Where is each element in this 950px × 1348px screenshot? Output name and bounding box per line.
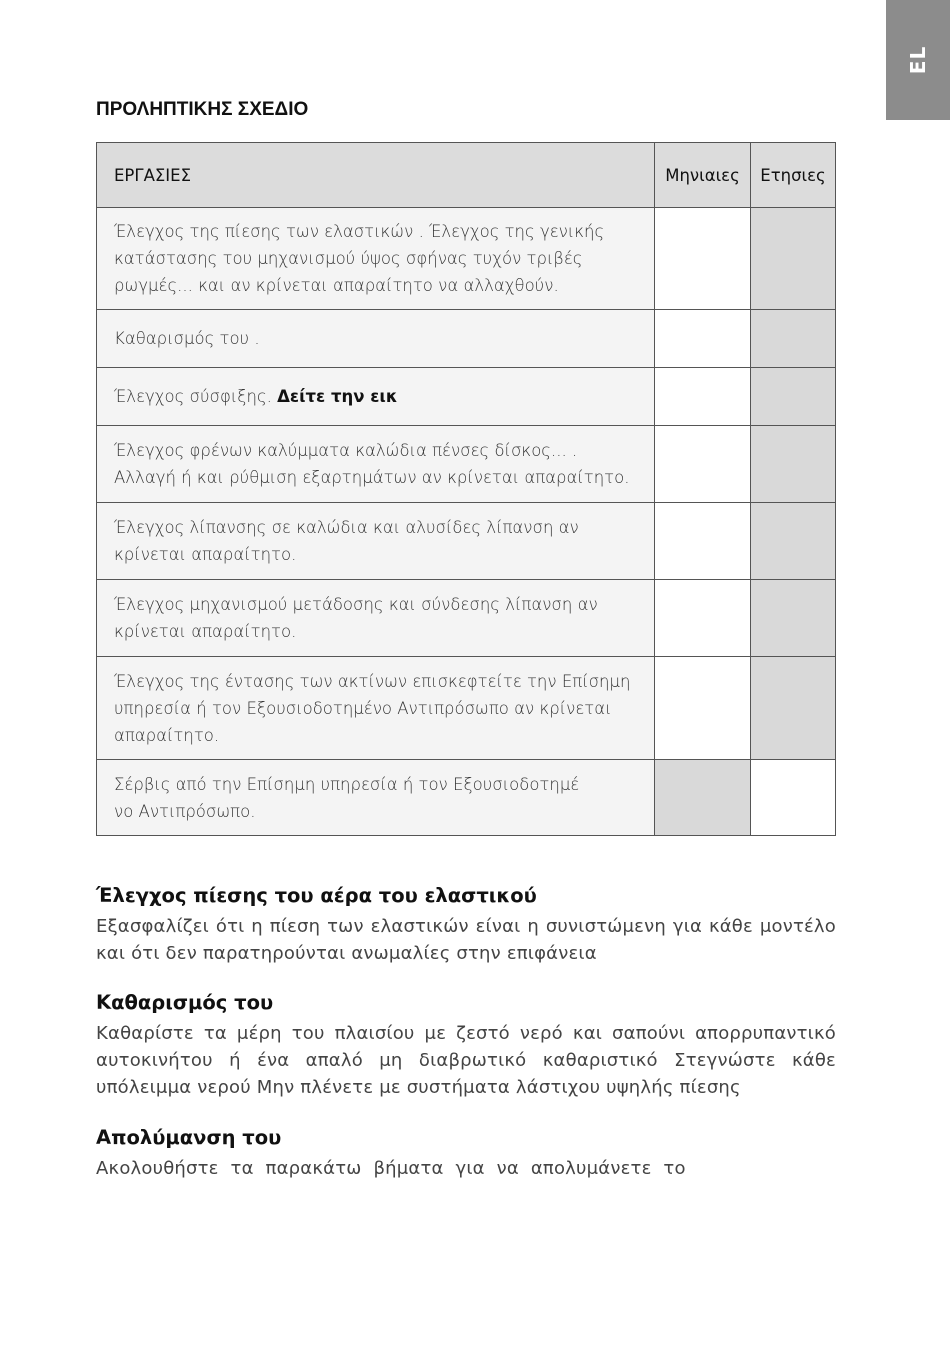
yearly-cell: [751, 580, 836, 657]
tire-pressure-text: Εξασφαλίζει ότι η πίεση των ελαστικών είναι η συνιστώμενη για κάθε μοντέλο και ότι δεν παρατηρούνται ανωμαλίες στην επιφάνεια: [96, 916, 836, 964]
monthly-cell: [655, 426, 751, 503]
task-text: Έλεγχος σύσφιξης.: [114, 387, 278, 406]
monthly-cell: [655, 310, 751, 368]
table-row: [97, 208, 836, 310]
task-cell: Έλεγχος της έντασης των ακτίνων επισκεφτείτε την Επίσημη υπηρεσία ή τον Εξουσιοδοτημένο Αντιπρόσωπο αν κρίνεται απαραίτητο.: [97, 657, 655, 760]
table-row: [97, 368, 836, 426]
monthly-cell: [655, 657, 751, 760]
disinfection-heading: Απολύμανση του: [96, 1126, 282, 1149]
task-cell: Καθαρισμός του .: [97, 310, 655, 368]
maintenance-plan-title: ΠΡΟΛΗΠΤΙΚΗΣ ΣΧΕΔΙΟ: [96, 99, 309, 120]
table-row: [97, 760, 836, 836]
task-cell: [97, 368, 655, 426]
tire-pressure-heading: Έλεγχος πίεσης του αέρα του ελαστικού: [96, 884, 537, 907]
monthly-cell: [655, 580, 751, 657]
yearly-cell: [751, 503, 836, 580]
task-cell: Έλεγχος φρένων καλύμματα καλώδια πένσες δίσκος... . Αλλαγή ή και ρύθμιση εξαρτημάτων αν κρίνεται απαραίτητο.: [97, 426, 655, 503]
language-tab-label: EL: [906, 45, 930, 75]
column-header-monthly: Μηνιαιες: [655, 143, 751, 208]
disinfection-text: Ακολουθήστε τα παρακάτω βήματα για να απολυμάνετε το: [96, 1158, 686, 1179]
table-row: [97, 310, 836, 368]
task-cell: Έλεγχος λίπανσης σε καλώδια και αλυσίδες λίπανση αν κρίνεται απαραίτητο.: [97, 503, 655, 580]
column-header-tasks: ΕΡΓΑΣΙΕΣ: [97, 143, 655, 208]
yearly-cell: [751, 426, 836, 503]
yearly-cell: [751, 208, 836, 310]
table-header-row: [97, 143, 836, 208]
monthly-cell: [655, 368, 751, 426]
column-header-yearly: Ετησιες: [751, 143, 836, 208]
table-row: [97, 657, 836, 760]
yearly-cell: [751, 310, 836, 368]
task-cell: Έλεγχος μηχανισμού μετάδοσης και σύνδεσης λίπανση αν κρίνεται απαραίτητο.: [97, 580, 655, 657]
task-cell: Σέρβις από την Επίσημη υπηρεσία ή τον Εξουσιοδοτημέ νο Αντιπρόσωπο.: [97, 760, 655, 836]
monthly-cell: [655, 760, 751, 836]
figure-reference: Δείτε την εικ: [277, 387, 398, 406]
yearly-cell: [751, 760, 836, 836]
table-row: [97, 580, 836, 657]
yearly-cell: [751, 368, 836, 426]
maintenance-plan-table: [96, 142, 836, 836]
table-row: [97, 503, 836, 580]
cleaning-heading: Καθαρισμός του: [96, 991, 274, 1014]
monthly-cell: [655, 503, 751, 580]
language-tab: [886, 0, 950, 120]
cleaning-text: Καθαρίστε τα μέρη του πλαισίου με ζεστό νερό και σαπούνι απορρυπαντικό αυτοκινήτου ή ένα απαλό μη διαβρωτικό καθαριστικό Στεγνώστε κάθε υπόλειμμα νερού Μην πλένετε με συστήματα λάστιχου υψηλής πίεσης: [96, 1023, 836, 1098]
task-cell: Έλεγχος της πίεσης των ελαστικών . Έλεγχος της γενικής κατάστασης του μηχανισμού ύψος σφήνας τυχόν τριβές ρωγμές... και αν κρίνεται απαραίτητο να αλλαχθούν.: [97, 208, 655, 310]
monthly-cell: [655, 208, 751, 310]
table-row: [97, 426, 836, 503]
yearly-cell: [751, 657, 836, 760]
